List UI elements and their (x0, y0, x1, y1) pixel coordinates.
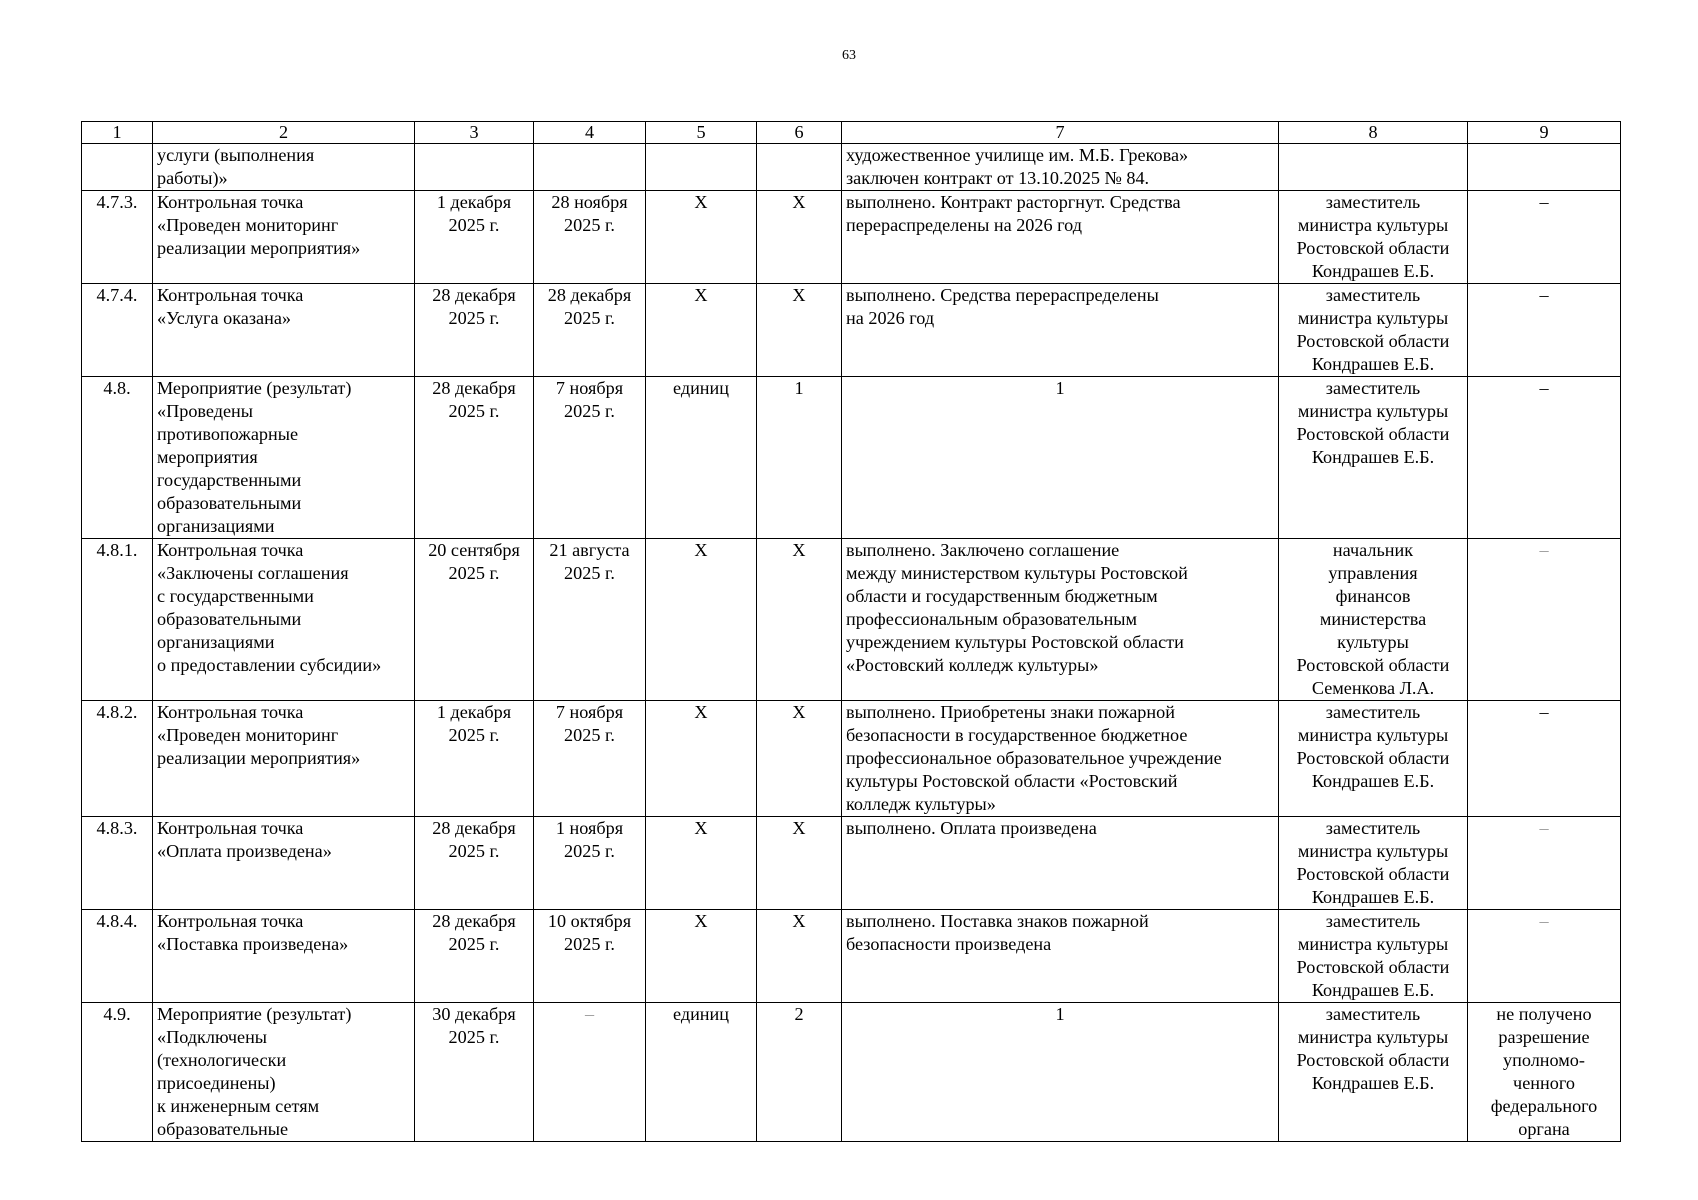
note-cell: – (1468, 701, 1621, 817)
table-row (82, 284, 1621, 377)
unit-cell: Х (646, 539, 757, 701)
status-cell: 1 (842, 1003, 1279, 1142)
plan-value-cell: Х (757, 701, 842, 817)
unit-cell: Х (646, 284, 757, 377)
plan-value-cell: Х (757, 817, 842, 910)
unit-cell: единиц (646, 377, 757, 539)
note-cell (1468, 144, 1621, 191)
column-number-3: 3 (415, 122, 534, 144)
status-cell: выполнено. Средства перераспределены на 2026 год (842, 284, 1279, 377)
table-row (82, 539, 1621, 701)
responsible-cell: заместитель министра культуры Ростовской области Кондрашев Е.Б. (1279, 910, 1468, 1003)
plan-value-cell: Х (757, 284, 842, 377)
unit-cell: Х (646, 191, 757, 284)
status-cell: 1 (842, 377, 1279, 539)
unit-cell: Х (646, 701, 757, 817)
row-name-cell: Контрольная точка «Оплата произведена» (153, 817, 415, 910)
row-name-cell: Контрольная точка «Проведен мониторинг реализации мероприятия» (153, 191, 415, 284)
row-number-cell: 4.8.4. (82, 910, 153, 1003)
table-row (82, 910, 1621, 1003)
note-cell: не получено разрешение уполномо- ченного федерального органа (1468, 1003, 1621, 1142)
status-cell: выполнено. Оплата произведена (842, 817, 1279, 910)
status-cell: выполнено. Поставка знаков пожарной безопасности произведена (842, 910, 1279, 1003)
row-number-cell: 4.8.2. (82, 701, 153, 817)
row-name-cell: Контрольная точка «Заключены соглашения с государственными образовательными организациями о предоставлении субсидии» (153, 539, 415, 701)
table-row (82, 377, 1621, 539)
status-cell: художественное училище им. М.Б. Грекова» заключен контракт от 13.10.2025 № 84. (842, 144, 1279, 191)
plan-value-cell (757, 144, 842, 191)
fact-date-cell: 28 ноября 2025 г. (534, 191, 646, 284)
row-name-cell: Мероприятие (результат) «Подключены (технологически присоединены) к инженерным сетям образовательные (153, 1003, 415, 1142)
unit-cell: единиц (646, 1003, 757, 1142)
column-number-7: 7 (842, 122, 1279, 144)
table-row (82, 144, 1621, 191)
plan-date-cell: 28 декабря 2025 г. (415, 910, 534, 1003)
fact-date-cell: 7 ноября 2025 г. (534, 377, 646, 539)
plan-date-cell (415, 144, 534, 191)
note-cell: – (1468, 910, 1621, 1003)
responsible-cell: заместитель министра культуры Ростовской области Кондрашев Е.Б. (1279, 284, 1468, 377)
plan-date-cell: 1 декабря 2025 г. (415, 701, 534, 817)
column-number-5: 5 (646, 122, 757, 144)
responsible-cell: заместитель министра культуры Ростовской области Кондрашев Е.Б. (1279, 1003, 1468, 1142)
table-row (82, 701, 1621, 817)
responsible-cell: заместитель министра культуры Ростовской области Кондрашев Е.Б. (1279, 817, 1468, 910)
column-numbers-row (82, 122, 1621, 144)
row-number-cell: 4.7.4. (82, 284, 153, 377)
unit-cell (646, 144, 757, 191)
unit-cell: Х (646, 817, 757, 910)
fact-date-cell (534, 144, 646, 191)
note-cell: – (1468, 191, 1621, 284)
plan-value-cell: Х (757, 191, 842, 284)
plan-date-cell: 28 декабря 2025 г. (415, 284, 534, 377)
row-number-cell: 4.8.3. (82, 817, 153, 910)
fact-date-cell: 21 августа 2025 г. (534, 539, 646, 701)
responsible-cell: заместитель министра культуры Ростовской области Кондрашев Е.Б. (1279, 377, 1468, 539)
fact-date-cell: 28 декабря 2025 г. (534, 284, 646, 377)
table-row (82, 191, 1621, 284)
note-cell: – (1468, 284, 1621, 377)
page-number: 63 (842, 48, 856, 63)
status-cell: выполнено. Заключено соглашение между министерством культуры Ростовской области и государственным бюджетным профессиональным образовательным учреждением культуры Ростовской области «Ростовский колледж культуры» (842, 539, 1279, 701)
row-name-cell: услуги (выполнения работы)» (153, 144, 415, 191)
responsible-cell: заместитель министра культуры Ростовской области Кондрашев Е.Б. (1279, 701, 1468, 817)
plan-value-cell: Х (757, 910, 842, 1003)
plan-value-cell: 2 (757, 1003, 842, 1142)
row-number-cell: 4.9. (82, 1003, 153, 1142)
responsible-cell (1279, 144, 1468, 191)
note-cell: – (1468, 377, 1621, 539)
column-number-8: 8 (1279, 122, 1468, 144)
column-number-2: 2 (153, 122, 415, 144)
unit-cell: Х (646, 910, 757, 1003)
row-name-cell: Контрольная точка «Поставка произведена» (153, 910, 415, 1003)
row-name-cell: Контрольная точка «Проведен мониторинг реализации мероприятия» (153, 701, 415, 817)
note-cell: – (1468, 539, 1621, 701)
responsible-cell: заместитель министра культуры Ростовской области Кондрашев Е.Б. (1279, 191, 1468, 284)
row-number-cell (82, 144, 153, 191)
responsible-cell: начальник управления финансов министерства культуры Ростовской области Семенкова Л.А. (1279, 539, 1468, 701)
fact-date-cell: 7 ноября 2025 г. (534, 701, 646, 817)
row-number-cell: 4.7.3. (82, 191, 153, 284)
column-number-9: 9 (1468, 122, 1621, 144)
table-row (82, 1003, 1621, 1142)
status-cell: выполнено. Приобретены знаки пожарной безопасности в государственное бюджетное профессиональное образовательное учреждение культуры Ростовской области «Ростовский колледж культуры» (842, 701, 1279, 817)
row-name-cell: Мероприятие (результат) «Проведены противопожарные мероприятия государственными образовательными организациями (153, 377, 415, 539)
plan-date-cell: 30 декабря 2025 г. (415, 1003, 534, 1142)
plan-value-cell: Х (757, 539, 842, 701)
plan-value-cell: 1 (757, 377, 842, 539)
fact-date-cell: 10 октября 2025 г. (534, 910, 646, 1003)
report-table (81, 121, 1621, 1142)
row-name-cell: Контрольная точка «Услуга оказана» (153, 284, 415, 377)
plan-date-cell: 20 сентября 2025 г. (415, 539, 534, 701)
table-row (82, 817, 1621, 910)
column-number-1: 1 (82, 122, 153, 144)
row-number-cell: 4.8.1. (82, 539, 153, 701)
row-number-cell: 4.8. (82, 377, 153, 539)
plan-date-cell: 28 декабря 2025 г. (415, 377, 534, 539)
column-number-4: 4 (534, 122, 646, 144)
plan-date-cell: 1 декабря 2025 г. (415, 191, 534, 284)
fact-date-cell: 1 ноября 2025 г. (534, 817, 646, 910)
note-cell: – (1468, 817, 1621, 910)
column-number-6: 6 (757, 122, 842, 144)
status-cell: выполнено. Контракт расторгнут. Средства перераспределены на 2026 год (842, 191, 1279, 284)
fact-date-cell: – (534, 1003, 646, 1142)
plan-date-cell: 28 декабря 2025 г. (415, 817, 534, 910)
